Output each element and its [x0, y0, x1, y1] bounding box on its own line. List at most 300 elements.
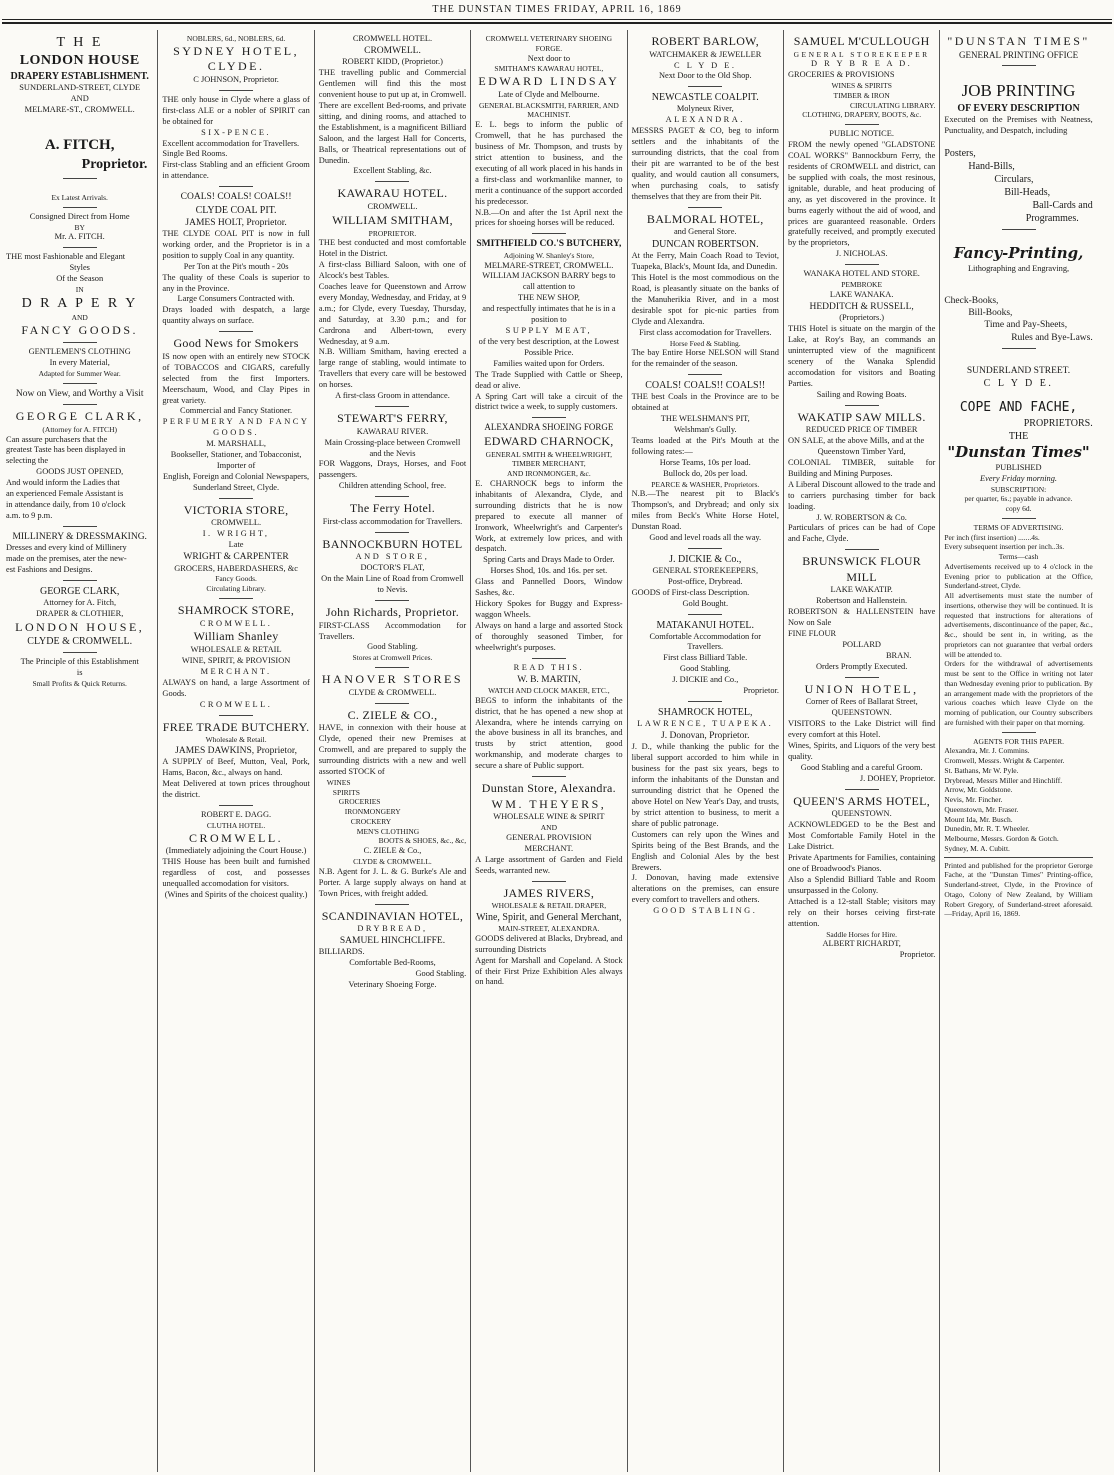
ad-text: Every subsequent insertion per inch..3s.: [944, 542, 1065, 552]
ad-text: Horses Shod, 10s. and 16s. per set.: [490, 566, 608, 576]
ad-text: CROMWELL.: [211, 518, 262, 528]
ad-heading: MATAKANUI HOTEL.: [656, 619, 755, 631]
ad-text: GROCERIES & PROVISIONS: [787, 70, 895, 80]
ad-text: Wine, Spirit, and General Merchant,: [476, 912, 622, 924]
ad-text: est Fashions and Designs.: [6, 565, 93, 575]
ad-text: FOR Waggons, Drays, Horses, and Foot passengers.: [318, 459, 467, 480]
ferry-hotel-ad: [319, 501, 466, 528]
queens-arms-hotel-ad: [788, 794, 935, 961]
ad-heading: COALS! COALS!! COALS!!: [645, 380, 766, 392]
newcastle-coalpit-ad: [632, 91, 779, 202]
ad-heading: HANOVER STORES: [321, 672, 464, 687]
mccullough-ad: [788, 34, 935, 260]
ad-text: Attached is a 12-stall Stable; visitors may rely on their horses ceiving first-rate attention.: [787, 896, 936, 928]
ad-text: Lithographing and Engraving,: [967, 263, 1070, 273]
divider: [63, 178, 97, 179]
ad-heading: KAWARAU HOTEL.: [337, 186, 448, 201]
ad-text: BILLIARDS.: [318, 947, 365, 957]
ad-text: WRIGHT & CARPENTER: [183, 552, 289, 563]
kawarau-hotel-ad: [319, 186, 466, 402]
ad-text: CIRCULATING LIBRARY.: [850, 100, 936, 110]
ad-text: made on the premises, ater the new-: [6, 554, 127, 564]
ad-text: AND: [540, 823, 557, 833]
column-3: [315, 30, 471, 1472]
ad-text: Per inch (first insertion) .......4s.: [944, 532, 1040, 542]
ad-text: PEARCE & WASHER, Proprietors.: [651, 479, 760, 489]
divider: [219, 498, 253, 499]
ad-text: ROBERT E. DAGG.: [201, 809, 272, 819]
ad-text: The Principle of this Establishment: [20, 657, 139, 667]
ad-text: KAWARAU RIVER.: [356, 426, 429, 436]
ad-text: Glass and Pannelled Doors, Window Sashes, &c.: [475, 577, 623, 598]
column-4: [471, 30, 627, 1472]
dunstan-store-ad: [475, 781, 622, 877]
ad-heading: MILLINERY & DRESSMAKING.: [12, 531, 147, 542]
printing-office-ad: [944, 34, 1092, 344]
divider: [219, 715, 253, 716]
ad-text: THE CLYDE COAL PIT is now in full working order, and the Proprietor is in a position to supply Coal in any quantity.: [162, 228, 310, 260]
ad-text: NOBLERS, 6d., NOBLERS, 6d.: [186, 34, 286, 43]
ad-text: Wines, Spirits, and Liquors of the very best quality.: [787, 741, 936, 762]
j-dickie-ad: [632, 553, 779, 610]
ad-heading: EDWARD LINDSAY: [478, 74, 620, 89]
divider: [1002, 518, 1036, 519]
ad-text: Dunedin, Mr. R. T. Wheeler.: [944, 824, 1030, 834]
ad-text: PROPRIETORS.: [1023, 418, 1093, 430]
ad-heading: NEWCASTLE COALPIT.: [651, 92, 759, 104]
ad-text: SIX-PENCE.: [201, 127, 272, 137]
ad-heading: QUEEN'S ARMS HOTEL,: [793, 793, 931, 808]
ad-text: J. DICKIE and Co.,: [672, 675, 739, 685]
ad-text: Comfortable Bed-Rooms,: [349, 958, 436, 968]
ad-heading: CLYDE.: [207, 59, 265, 74]
ad-heading: ROBERT BARLOW,: [651, 34, 759, 48]
ad-text: Arrow, Mr. Goldstone.: [944, 785, 1013, 795]
ad-text: Dresses and every kind of Millinery: [6, 543, 127, 553]
ad-text: Programmes.: [1025, 213, 1079, 225]
ad-text: BY: [74, 222, 85, 232]
ad-text: DOCTOR'S FLAT,: [360, 563, 425, 573]
ad-text: CROMWELL HOTEL.: [352, 34, 433, 43]
ad-text: Post-office, Drybread.: [668, 576, 743, 586]
ad-text: A Liberal Discount allowed to the trade and to carriers purchasing timber for back loading.: [787, 479, 936, 511]
ad-text: A Spring Cart will take a circuit of the district twice a week, to supply customers.: [475, 391, 623, 412]
ad-text: AND: [71, 312, 88, 322]
ad-text: Customers can rely upon the Wines and Spirits being of the Best Brands, and the English and Colonial Ales by the best Brewers.: [631, 829, 779, 872]
ad-text: GROCERIES: [338, 797, 381, 807]
ad-text: GOODS JUST OPENED,: [36, 467, 124, 477]
ad-text: IRONMONGERY: [344, 807, 401, 817]
divider: [63, 342, 97, 343]
ad-text: THIS House has been built and furnished regardless of cost, and possesses unequalled accomodation for visitors.: [162, 857, 310, 888]
ad-heading: WAKATIP SAW MILLS.: [797, 409, 926, 424]
ad-text: Large Consumers Contracted with.: [177, 294, 295, 304]
ad-text: per quarter, 6s.; payable in advance.: [964, 494, 1073, 504]
shoeing-forge-ad: [475, 34, 622, 229]
ad-text: Sunderland Street, Clyde.: [193, 482, 280, 492]
ad-text: GENERAL STOREKEEPER: [793, 49, 930, 59]
ad-text: Adapted for Summer Wear.: [38, 369, 121, 379]
sydney-hotel-ad: [162, 34, 309, 182]
ad-text: THE NEW SHOP,: [517, 293, 580, 303]
ad-heading: LONDON HOUSE,: [15, 619, 145, 634]
bannockburn-hotel-ad: [319, 537, 466, 596]
ad-heading: SYDNEY HOTEL,: [173, 43, 300, 58]
divider: [219, 186, 253, 187]
ad-text: Sydney, M. A. Cubitt.: [944, 843, 1010, 853]
column-2: [158, 30, 314, 1472]
ad-text: At the Ferry, Main Coach Road to Teviot, Tuapeka, Black's, Mount Ida, and Dunedin.: [631, 251, 779, 272]
ad-text: (Attorney for A. FITCH): [42, 424, 117, 434]
ad-text: THE WELSHMAN'S PIT,: [660, 413, 750, 423]
ad-text: CLYDE & CROMWELL.: [353, 857, 432, 867]
ad-subtitle: DRAPERY ESTABLISHMENT.: [10, 71, 149, 83]
ad-text: E. CHARNOCK begs to inform the inhabitants of Alexandra, Clyde, and surrounding districts that he is now prepared to execute all manner of Ironwork, Wheelwright's and Carpenter's Work, at extremely low prices, and with despatch.: [475, 478, 623, 554]
ad-text: N.B.—On and after the 1st April next the prices for shoeing horses will be reduced.: [475, 207, 623, 228]
welshmans-pit-ad: [632, 379, 779, 544]
ad-text: A first-class Groom in attendance.: [335, 391, 450, 401]
ad-text: WHOLESALE & RETAIL DRAPER,: [491, 901, 607, 911]
victoria-store-ad: [162, 503, 309, 594]
ad-name: Proprietor.: [81, 156, 148, 172]
ad-text: The quality of these Coals is superior to any in the Province.: [162, 272, 310, 293]
ad-text: DRYBREAD,: [357, 924, 428, 934]
ad-text: Veterinary Shoeing Forge.: [348, 980, 437, 990]
ad-text: FIRST-CLASS Accommodation for Travellers.: [318, 620, 467, 641]
divider: [63, 652, 97, 653]
ad-text: ON SALE, at the above Mills, and at the: [787, 436, 925, 446]
ad-text: LAWRENCE, TUAPEKA.: [637, 719, 774, 729]
smokers-ad: [162, 336, 309, 494]
balmoral-hotel-ad: [632, 212, 779, 370]
ad-text: C L Y D E.: [674, 60, 737, 70]
divider: [845, 677, 879, 678]
clyde-coal-pit-ad: [162, 191, 309, 327]
ad-text: ROBERTSON & HALLENSTEIN have Now on Sale: [787, 607, 936, 628]
ad-text: N.B.—The nearest pit to Black's Thompson's, and Drybread; and only six miles from Beck's White Horse Hotel, Dunstan Road.: [631, 489, 779, 532]
divider: [688, 207, 722, 208]
masthead-rule-bottom: [2, 22, 1112, 24]
ad-text: GENERAL BLACKSMITH, FARRIER, AND MACHINIST.: [478, 100, 619, 120]
ad-text: AND STORE,: [355, 552, 430, 562]
ad-heading: SMITHFIELD CO.'S BUTCHERY,: [476, 239, 622, 250]
ad-text: ALBERT RICHARDT,: [822, 939, 901, 949]
ad-text: A SUPPLY of Beef, Mutton, Veal, Pork, Hams, Bacon, &c., always on hand.: [162, 757, 310, 778]
ad-text: FINE FLOUR: [787, 629, 837, 639]
ad-text: Good Stabling.: [679, 664, 731, 674]
ad-heading: WANAKA HOTEL AND STORE.: [803, 269, 920, 279]
ad-text: Styles: [69, 263, 90, 273]
ad-text: Bill-Heads,: [1004, 187, 1051, 199]
cromwell-hotel-ad: [319, 34, 466, 177]
ad-text: AND: [70, 94, 89, 104]
columns: [2, 30, 1112, 1472]
ad-text: in attendance daily, from 10 o'clock: [6, 500, 126, 510]
ad-heading: "Dunstan Times": [947, 443, 1090, 462]
ad-heading: TERMS OF ADVERTISING.: [973, 522, 1064, 532]
divider: [375, 181, 409, 182]
ad-text: WINE, SPIRIT, & PROVISION: [181, 655, 291, 665]
ad-text: REDUCED PRICE OF TIMBER: [805, 425, 918, 435]
ad-text: Adjoining W. Shanley's Store,: [503, 250, 595, 260]
wanaka-hotel-ad: [788, 269, 935, 400]
divider: [375, 904, 409, 905]
shamrock-hotel-ad: [632, 706, 779, 917]
ad-text: IN: [75, 284, 84, 294]
ad-text: and respectfully intimates that he is in a position to: [482, 304, 616, 325]
ad-heading: CLYDE & CROMWELL.: [27, 636, 133, 648]
ad-text: On the Main Line of Road from Cromwell to Nevis.: [321, 574, 464, 595]
ad-text: LAKE WAKATIP.: [830, 585, 893, 595]
ad-text: GENERAL PRINTING OFFICE: [958, 49, 1079, 60]
divider: [1002, 732, 1036, 733]
ad-text: HAVE, in connexion with their house at Clyde, opened their new Premises at Cromwell, and are prepared to supply the surrounding districts with a new and well assorted STOCK of: [318, 723, 467, 776]
ad-heading: SAMUEL M'CULLOUGH: [793, 34, 930, 48]
union-hotel-ad: [788, 682, 935, 785]
ad-heading: Good News for Smokers: [173, 336, 299, 351]
ad-text: WHOLESALE WINE & SPIRIT: [493, 812, 605, 822]
ad-text: greatest Taste has been displayed in: [6, 445, 126, 455]
ad-text: Good Stabling.: [367, 642, 418, 652]
ad-heading: FREE TRADE BUTCHERY.: [162, 719, 310, 734]
masthead-rule-top: [2, 19, 1112, 20]
ad-text: Families waited upon for Orders.: [493, 358, 605, 368]
ad-text: Saddle Horses for Hire.: [826, 929, 898, 939]
ad-heading: GEORGE CLARK,: [15, 409, 144, 424]
divider: [688, 701, 722, 702]
ad-text: CLUTHA HOTEL.: [206, 820, 266, 830]
ad-text: Every Friday morning.: [980, 473, 1058, 483]
ad-heading: W. B. MARTIN,: [517, 674, 581, 685]
ad-text: Teams loaded at the Pit's Mouth at the following rates:—: [631, 435, 779, 456]
ad-heading: EDWARD CHARNOCK,: [484, 434, 614, 449]
ad-text: of the very best description, at the Lowest Possible Price.: [478, 336, 620, 357]
ad-heading: John Richards, Proprietor.: [325, 605, 460, 620]
divider: [375, 406, 409, 407]
ad-text: MERCHANT.: [524, 843, 574, 853]
ad-text: WILLIAM JACKSON BARRY begs to call attention to: [482, 271, 616, 292]
ad-text: Next door to: [527, 53, 571, 63]
ad-text: J. DOHEY, Proprietor.: [859, 773, 936, 783]
ad-text: SAMUEL HINCHCLIFFE.: [339, 936, 446, 947]
ad-text: Alexandra, Mr. J. Commins.: [944, 746, 1030, 756]
ad-text: Corner of Rees of Ballarat Street,: [805, 697, 918, 707]
ad-text: THIS Hotel is situate on the margin of the Lake, at Roy's Bay, an commands an uninterrupted view of the magnificent scenery of the Wanaka Splendid accomodation for visitors and Boating Parties.: [787, 324, 936, 388]
ad-text: PERFUMERY AND FANCY GOODS.: [162, 417, 310, 438]
ad-text: C JOHNSON, Proprietor.: [193, 74, 279, 84]
ad-text: Robertson and Hallenstein.: [816, 596, 908, 606]
ad-text: CROMWELL.: [367, 202, 418, 211]
ad-heading: FANCY GOODS.: [21, 322, 139, 337]
ad-heading: T H E: [56, 35, 103, 50]
ad-text: Executed on the Premises with Neatness, Punctuality, and Despatch, including: [944, 115, 1093, 136]
ad-text: Late of Clyde and Melbourne.: [498, 89, 600, 99]
ad-text: Drybread, Messrs Miller and Hinchliff.: [944, 775, 1063, 785]
clutha-hotel-ad: [162, 810, 309, 901]
ad-text: WATCHMAKER & JEWELLER: [649, 49, 762, 59]
ad-text: TIMBER & IRON: [833, 90, 890, 100]
ad-text: Orders Promptly Executed.: [815, 661, 908, 671]
ad-text: JAMES DAWKINS, Proprietor,: [175, 745, 297, 756]
ad-text: Can assure purchasers that the: [6, 434, 108, 444]
divider: [63, 404, 97, 405]
ad-heading: BALMORAL HOTEL,: [646, 211, 764, 226]
ad-heading: BRUNSWICK FLOUR MILL: [802, 554, 922, 584]
ad-text: E. L. begs to inform the public of Cromwell, that he has purchased the business of Mr. Thompson, and trusts by strict attention to business, and the executing of all work placed in his hands in a first-class and workmanlike manner, to merit a continuance of the support accorded his predecessor.: [475, 120, 623, 206]
ad-text: MAIN-STREET, ALEXANDRA.: [498, 924, 600, 934]
ad-heading: AGENTS FOR THIS PAPER.: [973, 736, 1064, 746]
divider: [375, 703, 409, 704]
ad-text: English, Foreign and Colonial Newspapers,: [163, 471, 310, 481]
ad-text: ALEXANDRA.: [665, 115, 745, 125]
ad-text: is: [76, 668, 83, 678]
ad-heading: READ THIS.: [513, 662, 585, 672]
ad-heading: Dunstan Store, Alexandra.: [481, 781, 616, 796]
ad-text: First-class accommodation for Travellers.: [322, 516, 463, 526]
ad-text: Good Stabling.: [415, 969, 467, 979]
divider: [219, 90, 253, 91]
matakanui-hotel-ad: [632, 619, 779, 698]
divider: [375, 496, 409, 497]
ad-text: Queenstown, Mr. Fraser.: [944, 804, 1019, 814]
ad-text: Ex Latest Arrivals.: [51, 192, 108, 202]
ad-text: FROM the newly opened "GLADSTONE COAL WORKS" Bannockburn Ferry, the residents of CROMWELL and district, can be supplied with coals, the most resinous, ignitable, durable, and heat producing of any, as yet discovered in the province. It burns eagerly without the aid of wood, and prices are guaranteed reasonable. Orders gratefully received, and promptly executed by the proprietors,: [787, 140, 936, 248]
ad-text: Sailing and Rowing Boats.: [816, 389, 907, 399]
ad-text: CROMWELL.: [199, 699, 273, 709]
ad-text: Welshman's Gully.: [673, 424, 737, 434]
ad-text: Consigned Direct from Home: [29, 211, 130, 221]
ad-heading: UNION HOTEL,: [804, 681, 919, 696]
ad-text: Advertisements received up to 4 o'clock in the Evening prior to publication at the Office, Sunderland-street, Clyde.: [944, 561, 1093, 591]
ad-heading: VICTORIA STORE,: [183, 502, 289, 517]
divider: [63, 526, 97, 527]
ad-text: GOOD STABLING.: [653, 906, 758, 916]
shamrock-store-ad: [162, 603, 309, 711]
ad-text: COLONIAL TIMBER, suitable for Building and Mining Purposes.: [787, 457, 936, 478]
ad-text: SUNDERLAND STREET.: [966, 366, 1071, 377]
ad-text: Horse Teams, 10s per load.: [659, 457, 751, 467]
ad-text: This Hotel is the most commodious on the Road, is pleasantly situate on the banks of the Manuherikia River, and in a most desirable spot for pic-nic parties from Clyde and Alexandra.: [631, 273, 779, 326]
free-trade-butchery-ad: [162, 720, 309, 801]
ad-text: First-class Stabling and an efficient Groom in attendance.: [162, 160, 310, 181]
ad-text: Gold Bought.: [682, 598, 729, 608]
divider: [532, 658, 566, 659]
ad-text: CROMWELL VETERINARY SHOEING FORGE.: [485, 34, 613, 53]
ad-text: GOODS delivered at Blacks, Drybread, and surrounding Districts: [475, 933, 623, 954]
column-7: [940, 30, 1096, 1472]
ad-text: First class Billiard Table.: [663, 653, 748, 663]
ad-text: I. WRIGHT,: [202, 529, 270, 539]
ad-text: an experienced Female Assistant is: [6, 489, 124, 499]
ad-text: Mount Ida, Mr. Busch.: [944, 814, 1013, 824]
ad-text: GENERAL STOREKEEPERS,: [652, 565, 759, 575]
ad-text: Particulars of prices can be had of Cope and Fache, Clyde.: [787, 523, 936, 544]
john-richards-ad: [319, 605, 466, 663]
ad-text: DRAPER & CLOTHIER,: [36, 608, 124, 618]
ad-text: Check-Books,: [944, 295, 999, 306]
ad-text: J. W. ROBERTSON & Co.: [816, 512, 907, 522]
ad-text: All advertisements must state the number of insertions, otherwise they will be continued. It is requested that instructions for alterations of advertisements, discontinuance of the paper, &c., &c., should be sent in, in writing, as the proprietors can not guarantee that verbal orders will be attended to.: [944, 591, 1093, 659]
ad-text: Per Ton at the Pit's mouth - 20s: [183, 261, 289, 271]
divider: [688, 548, 722, 549]
ad-text: Mr. A. FITCH.: [54, 232, 105, 242]
brunswick-flour-mill-ad: [788, 554, 935, 673]
james-rivers-ad: [475, 886, 622, 989]
divider: [845, 549, 879, 550]
ad-heading: STEWART'S FERRY,: [337, 411, 448, 426]
ad-title: LONDON HOUSE: [19, 53, 140, 69]
ad-text: JAMES HOLT, Proprietor.: [185, 217, 287, 228]
ad-text: HEDDITCH & RUSSELL,: [809, 301, 914, 312]
ad-text: (Wines and Spirits of the choicest quality.): [164, 889, 308, 899]
ad-text: PUBLIC NOTICE.: [829, 129, 894, 139]
ad-heading: ALEXANDRA SHOEING FORGE: [484, 422, 614, 433]
ad-heading: D R A P E R Y: [21, 295, 138, 311]
ad-text: copy 6d.: [1005, 504, 1032, 514]
ad-text: GOODS of First-class Description.: [631, 587, 750, 597]
ad-text: POLLARD: [842, 640, 881, 650]
ad-text: Excellent Stabling, &c.: [353, 166, 432, 176]
divider: [375, 600, 409, 601]
ad-text: The Trade Supplied with Cattle or Sheep, dead or alive.: [475, 369, 623, 390]
ad-text: QUEENSTOWN.: [831, 708, 892, 718]
ad-heading: Fancy-Printing,: [953, 244, 1084, 263]
divider: [1002, 348, 1036, 349]
ad-text: Rules and Bye-Laws.: [1011, 332, 1093, 343]
divider: [688, 86, 722, 87]
ad-text: CLOTHING, DRAPERY, BOOTS, &c.: [802, 110, 922, 120]
ad-text: Bookseller, Stationer, and Tobacconist, Importer of: [170, 450, 302, 471]
ad-text: Private Apartments for Families, containing one of Broadwood's Pianos.: [787, 853, 936, 874]
ad-text: SPIRITS: [332, 787, 360, 797]
ad-text: D R Y B R E A D.: [811, 59, 913, 69]
divider: [63, 207, 97, 208]
divider: [532, 776, 566, 777]
divider: [63, 247, 97, 248]
ad-text: Late: [228, 540, 244, 550]
masthead: THE DUNSTAN TIMES FRIDAY, APRIL 16, 1869: [432, 4, 682, 15]
ad-text: Queenstown Timber Yard,: [817, 447, 906, 456]
ad-text: Bullock do, 20s per load.: [663, 468, 748, 478]
ad-text: In every Material,: [49, 358, 110, 368]
ad-text: J. D., while thanking the public for the liberal support accorded to him while in business for the past six years, begs to inform the inhabitants of the Dunstan and surrounding district that he Opened the above Hotel on New Year's Day, and trusts, by strict attention to business, to merit a share of public patronage.: [631, 742, 779, 828]
ad-text: Good and level roads all the way.: [649, 532, 762, 542]
ad-text: A Large assortment of Garden and Field Seeds, warranted new.: [475, 854, 623, 875]
ad-text: IS now open with an entirely new STOCK of TOBACCOS and CIGARS, carefully selected from the first Importers. Meerschaum, Wood, and Clay Pipes in great variety.: [162, 351, 310, 405]
ad-text: Spring Carts and Drays Made to Order.: [483, 555, 615, 565]
ad-text: Commercial and Fancy Stationer.: [180, 406, 293, 416]
ad-text: PUBLISHED: [995, 462, 1042, 472]
ad-text: AND IRONMONGER, &c.: [506, 469, 591, 479]
divider: [219, 598, 253, 599]
ad-text: Stores at Cromwell Prices.: [352, 653, 433, 663]
ad-text: Always on hand a large and assorted Stock of thoroughly seasoned Timber, for wheelwright's purposes.: [475, 620, 623, 652]
ad-text: Attorney for A. Fitch,: [43, 597, 117, 607]
ad-text: SUPPLY MEAT,: [505, 326, 593, 336]
ad-text: WINES & SPIRITS: [831, 81, 892, 91]
ad-text: Of the Season: [56, 274, 104, 284]
divider: [532, 417, 566, 418]
divider: [375, 667, 409, 668]
ad-heading: JOB PRINTING: [961, 81, 1076, 101]
ad-text: MEN'S CLOTHING: [356, 826, 420, 836]
wakatip-saw-mills-ad: [788, 410, 935, 546]
ad-text: MERCHANT.: [200, 666, 272, 676]
ad-text: LAKE WANAKA.: [829, 289, 894, 299]
divider: [219, 331, 253, 332]
ad-text: (Proprietors.): [839, 313, 885, 323]
ad-text: selecting the: [6, 456, 49, 466]
